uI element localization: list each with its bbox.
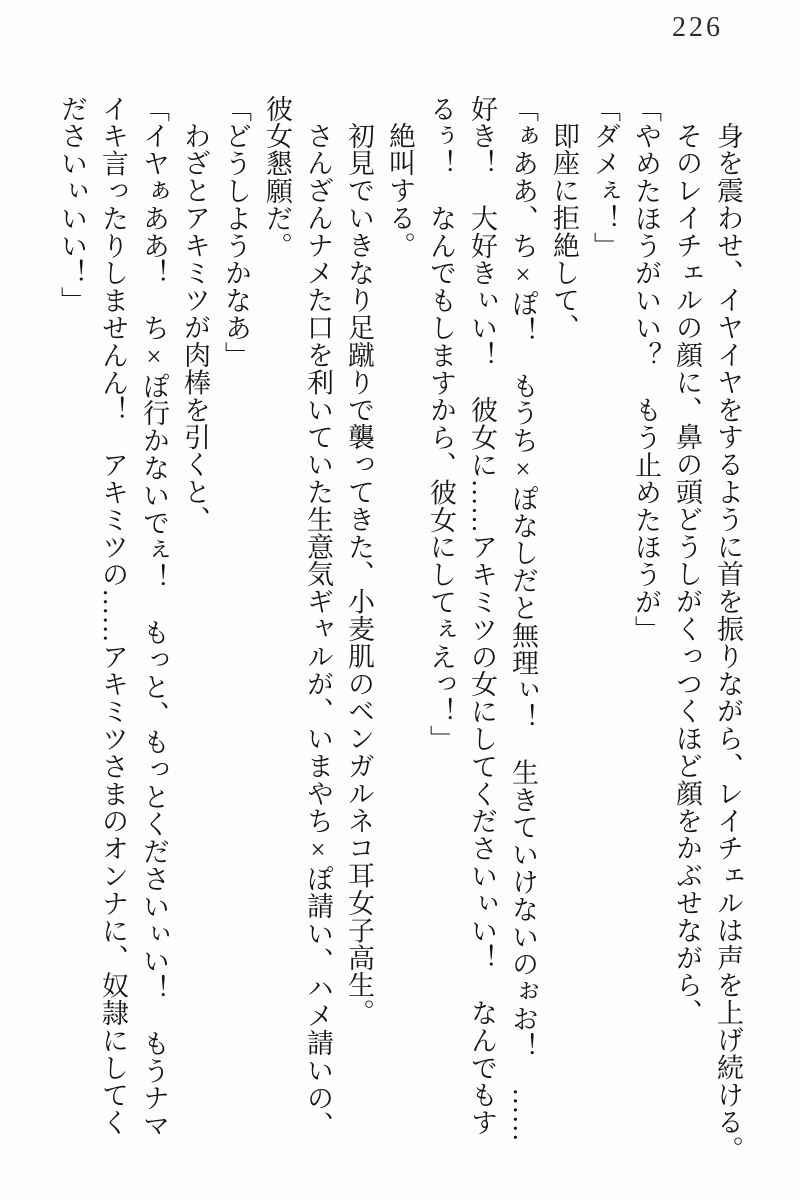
text-line: 「ダメぇ！」	[590, 95, 620, 260]
text-line: 絶叫する。	[385, 122, 415, 259]
text-line: 即座に拒絶して、	[549, 122, 579, 342]
text-line: そのレイチェルの顔に、鼻の頭どうしがくっつくほど顔をかぶせながら、	[672, 122, 702, 1027]
text-line: 彼女懇願だ。	[262, 95, 292, 260]
text-line: 「やめたほうがいい？ もう止めたほうが」	[631, 95, 661, 643]
page-number: 226	[672, 12, 723, 43]
text-line: イキ言ったりしませんん！ アキミツの……アキミツさまのオンナに、奴隷にしてく	[98, 95, 128, 1137]
text-line: 「ぁああ、ち×ぽ！ もうち×ぽなしだと無理ぃ！ 生きていけないのぉお！ ……	[508, 95, 538, 1143]
text-line: 「どうしようかなあ」	[221, 95, 251, 369]
text-line: 好き！ 大好きぃい！ 彼女に……アキミツの女にしてくださいぃい！ なんでもす	[467, 95, 497, 1137]
text-line: ださいぃいい！」	[57, 95, 87, 315]
text-line: わざとアキミツが肉棒を引くと、	[180, 122, 210, 533]
text-line: 初見でいきなり足蹴りで襲ってきた、小麦肌のベンガルネコ耳女子高生。	[344, 122, 374, 1027]
text-line: るぅ！ なんでもしますから、彼女にしてぇえっ！」	[426, 95, 456, 753]
text-line: 「イヤぁああ！ ち×ぽ行かないでぇ！ もっと、もっとくださいぃい！ もうナマ	[139, 95, 169, 1140]
text-line: さんざんナメた口を利いていた生意気ギャルが、いまやち×ぽ請い、ハメ請いの、	[303, 122, 333, 1139]
text-line: 身を震わせ、イヤイヤをするように首を振りながら、レイチェルは声を上げ続ける。	[713, 122, 743, 1164]
vertical-text-block	[51, 95, 748, 1167]
